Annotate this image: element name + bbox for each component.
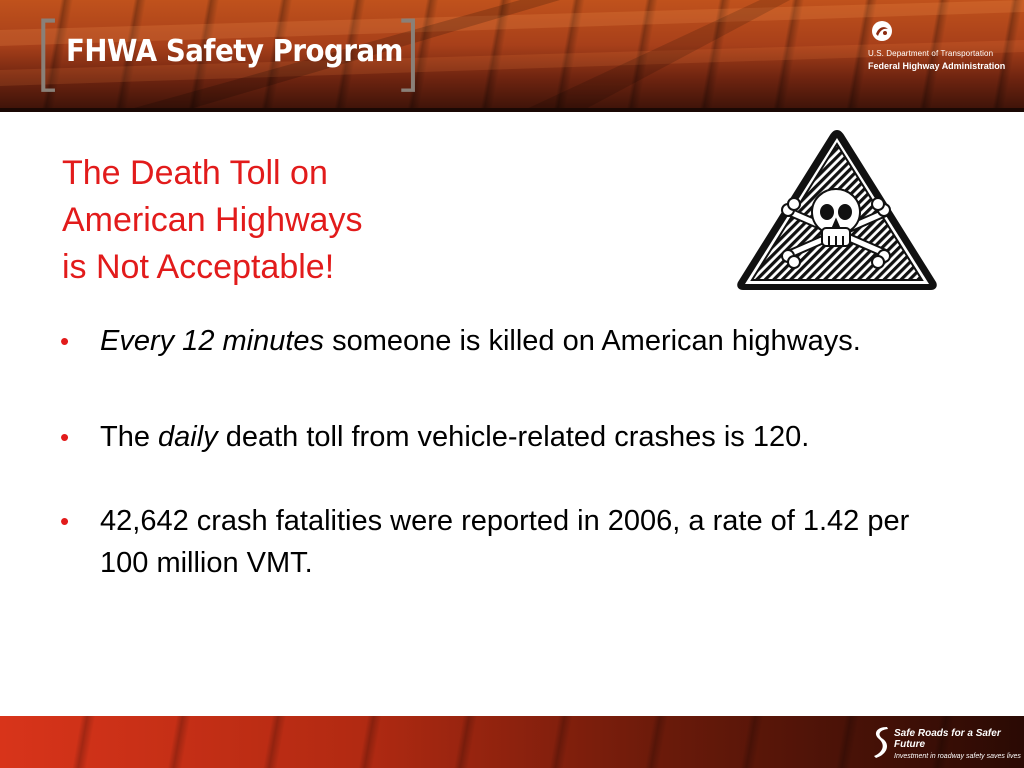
tagline-sub: Investment in roadway safety saves lives: [894, 753, 1021, 760]
footer-banner: [0, 716, 1024, 768]
slide-title-line: The Death Toll on: [62, 154, 328, 192]
bullet-text: someone is killed on American highways.: [324, 325, 861, 357]
bullet-list: [60, 320, 960, 638]
skull-crossbones-warning-icon: [732, 124, 942, 294]
agency-administration: Federal Highway Administration: [868, 61, 1006, 71]
road-s-logo-icon: [870, 724, 892, 760]
bullet-emphasis: Every 12 minutes: [100, 325, 325, 357]
tagline-main: Safe Roads for a Safer Future: [894, 728, 1001, 750]
header-banner: [0, 0, 1024, 112]
agency-department: U.S. Department of Transportation: [868, 49, 994, 58]
footer-tagline: [894, 728, 1024, 760]
agency-name: [868, 49, 1005, 71]
usdot-logo-icon: [871, 20, 893, 42]
title-bracket-close: ]: [392, 6, 424, 101]
slide-title-line: American Highways: [62, 201, 363, 239]
slide-title: [62, 150, 482, 291]
bullet-item: [60, 500, 960, 584]
slide-title-line: is Not Acceptable!: [62, 248, 335, 286]
program-title: FHWA Safety Program: [66, 34, 403, 69]
bullet-text: death toll from vehicle-related crashes is 120.: [217, 421, 810, 453]
title-bracket-open: [: [32, 6, 64, 101]
bullet-item: [60, 416, 960, 458]
bullet-emphasis: daily: [158, 421, 218, 453]
bullet-item: [60, 320, 960, 362]
bullet-text: 42,642 crash fatalities were reported in 2006, a rate of 1.42 per 100 million VMT.: [100, 505, 910, 579]
bullet-prefix: The: [100, 421, 159, 453]
